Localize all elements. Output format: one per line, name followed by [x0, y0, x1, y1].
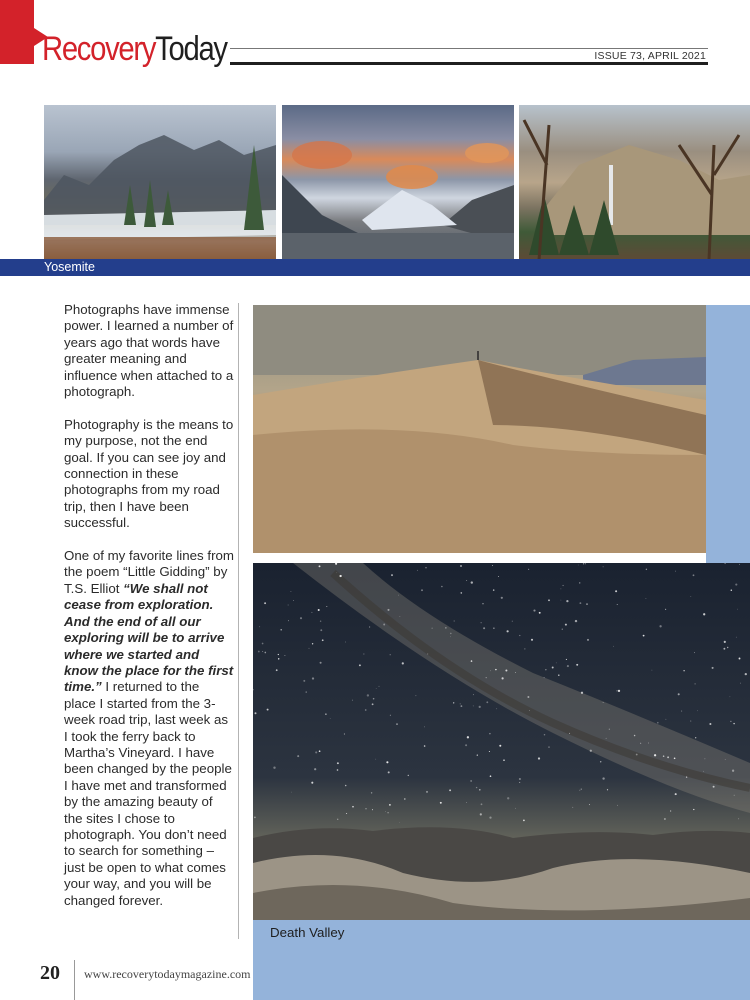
star-speck [652, 670, 653, 671]
star-speck [309, 648, 310, 649]
star-speck [616, 690, 617, 691]
star-speck [666, 719, 667, 720]
star-speck [731, 590, 732, 591]
star-speck [562, 629, 563, 630]
star-speck [683, 670, 684, 671]
star-speck [440, 802, 442, 804]
star-speck [675, 793, 677, 795]
star-speck [315, 751, 317, 753]
star-speck [467, 736, 469, 738]
star-speck [654, 754, 656, 756]
star-speck [645, 598, 646, 599]
star-speck [562, 585, 563, 586]
star-speck [365, 709, 367, 711]
star-speck [693, 574, 695, 576]
star-speck [618, 690, 620, 692]
star-speck [477, 755, 478, 756]
yosemite-photo-falls [519, 105, 750, 260]
star-speck [311, 612, 312, 613]
star-speck [617, 604, 618, 605]
star-speck [724, 641, 726, 643]
star-speck [678, 693, 680, 695]
star-speck [479, 706, 481, 708]
star-speck [613, 646, 614, 647]
header-rule-thick [230, 62, 708, 65]
star-speck [326, 606, 327, 607]
star-speck [453, 702, 454, 703]
star-speck [566, 659, 567, 660]
star-speck [548, 599, 550, 601]
star-speck [291, 792, 292, 793]
star-speck [461, 705, 463, 707]
star-speck [345, 642, 346, 643]
star-speck [703, 613, 705, 615]
star-speck [495, 669, 496, 670]
star-speck [581, 692, 583, 694]
star-speck [369, 626, 370, 627]
star-speck [566, 600, 568, 602]
star-speck [336, 572, 337, 573]
star-speck [493, 628, 494, 629]
star-speck [319, 565, 321, 567]
star-speck [284, 655, 285, 656]
star-speck [690, 721, 691, 722]
star-speck [505, 669, 507, 671]
star-speck [314, 768, 316, 770]
star-speck [402, 662, 404, 664]
star-speck [515, 672, 516, 673]
star-speck [533, 610, 535, 612]
star-speck [320, 620, 321, 621]
star-speck [515, 808, 516, 809]
star-speck [512, 621, 513, 622]
star-speck [492, 565, 493, 566]
star-speck [730, 696, 731, 697]
star-speck [460, 565, 462, 567]
star-speck [529, 710, 530, 711]
star-speck [704, 758, 705, 759]
masthead-today: Today [155, 30, 227, 68]
star-speck [372, 809, 373, 810]
star-speck [426, 791, 428, 793]
star-speck [576, 664, 578, 666]
star-speck [417, 570, 418, 571]
star-speck [539, 612, 541, 614]
star-speck [280, 629, 282, 631]
star-speck [375, 759, 376, 760]
star-speck [489, 751, 490, 752]
star-speck [288, 605, 289, 606]
star-speck [427, 654, 428, 655]
star-speck [432, 628, 433, 629]
star-speck [524, 648, 525, 649]
star-speck [600, 761, 601, 762]
star-speck [306, 691, 307, 692]
star-speck [589, 804, 590, 805]
star-speck [365, 808, 366, 809]
yosemite-photo-tunnel-view [282, 105, 514, 260]
star-speck [739, 564, 740, 565]
star-speck [404, 798, 406, 800]
star-speck [544, 734, 545, 735]
star-speck [606, 738, 607, 739]
star-speck [259, 626, 260, 627]
yosemite-photo-valley [44, 105, 276, 260]
star-speck [636, 754, 638, 756]
star-speck [745, 673, 747, 675]
star-speck [288, 620, 289, 621]
star-speck [528, 569, 529, 570]
star-speck [640, 743, 641, 744]
star-speck [276, 669, 278, 671]
star-speck [585, 563, 586, 564]
star-speck [400, 616, 401, 617]
star-speck [352, 700, 353, 701]
star-speck [695, 737, 696, 738]
star-speck [311, 782, 313, 784]
star-speck [371, 792, 372, 793]
star-speck [498, 576, 499, 577]
brand-tab [0, 0, 34, 64]
article-paragraph-1: Photographs have immense power. I learned a number of years ago that words have greater meaning and influence when attached to a photograph. [64, 302, 234, 400]
star-speck [670, 810, 671, 811]
star-speck [725, 759, 726, 760]
star-speck [648, 743, 649, 744]
star-speck [507, 630, 509, 632]
star-speck [385, 811, 386, 812]
magazine-masthead [42, 30, 227, 78]
star-speck [481, 622, 482, 623]
star-speck [502, 677, 504, 679]
star-speck [359, 664, 361, 666]
header-rule-thin [230, 48, 708, 49]
star-speck [501, 597, 503, 599]
star-speck [740, 683, 741, 684]
star-speck [399, 822, 400, 823]
star-speck [703, 771, 704, 772]
star-speck [603, 566, 604, 567]
issue-label: ISSUE 73, APRIL 2021 [594, 50, 706, 62]
star-speck [483, 627, 485, 629]
star-speck [565, 624, 567, 626]
star-speck [479, 789, 481, 791]
star-speck [561, 589, 562, 590]
star-speck [322, 639, 324, 641]
yosemite-caption: Yosemite [44, 260, 95, 274]
star-speck [646, 569, 647, 570]
star-speck [643, 635, 645, 637]
star-speck [460, 592, 462, 594]
star-speck [738, 818, 739, 819]
star-speck [312, 677, 314, 679]
star-speck [476, 787, 477, 788]
star-speck [454, 620, 455, 621]
star-speck [690, 596, 691, 597]
star-speck [466, 802, 467, 803]
star-speck [664, 818, 666, 820]
blue-panel-top [706, 305, 750, 563]
poem-intro: One of my favorite lines from the poem “Little Gidding” by T.S. Elliot [64, 548, 234, 596]
star-speck [262, 643, 264, 645]
milky-way-photo [253, 563, 750, 920]
star-speck [663, 755, 665, 757]
star-speck [337, 819, 338, 820]
star-speck [293, 600, 294, 601]
star-speck [659, 625, 661, 627]
star-speck [727, 647, 728, 648]
star-speck [575, 620, 577, 622]
star-speck [473, 694, 474, 695]
star-speck [489, 733, 491, 735]
star-speck [441, 586, 443, 588]
star-speck [527, 696, 529, 698]
star-speck [445, 627, 446, 628]
star-speck [681, 711, 682, 712]
star-speck [493, 589, 494, 590]
star-speck [367, 694, 369, 696]
star-speck [579, 602, 581, 604]
page-number: 20 [40, 962, 60, 984]
masthead-recovery: Recovery [42, 30, 156, 68]
star-speck [319, 750, 321, 752]
star-speck [320, 662, 322, 664]
star-speck [480, 813, 482, 815]
star-speck [694, 683, 695, 684]
star-speck [697, 710, 698, 711]
star-speck [262, 651, 263, 652]
star-speck [603, 702, 604, 703]
star-speck [363, 654, 364, 655]
star-speck [255, 712, 257, 714]
star-speck [278, 654, 279, 655]
star-speck [390, 715, 391, 716]
star-speck [344, 733, 345, 734]
star-speck [607, 789, 608, 790]
star-speck [264, 602, 266, 604]
article-paragraph-3 [64, 548, 234, 909]
star-speck [609, 729, 610, 730]
magazine-url: www.recoverytodaymagazine.com [84, 967, 251, 981]
star-speck [471, 581, 473, 583]
star-speck [318, 609, 320, 611]
star-speck [486, 701, 488, 703]
star-speck [278, 658, 279, 659]
star-speck [548, 746, 550, 748]
star-speck [523, 820, 525, 822]
star-speck [312, 643, 313, 644]
star-speck [450, 637, 451, 638]
star-speck [398, 595, 399, 596]
star-speck [290, 591, 291, 592]
yosemite-caption-bar [0, 259, 750, 276]
star-speck [736, 637, 737, 638]
star-speck [667, 756, 669, 758]
star-speck [339, 575, 341, 577]
star-speck [300, 617, 302, 619]
star-speck [373, 698, 375, 700]
article-paragraph-2: Photography is the means to my purpose, not the end goal. If you can see joy and connection in these photographs from my road trip, then I have been successful. [64, 416, 234, 531]
star-speck [556, 663, 557, 664]
star-speck [709, 723, 711, 725]
star-speck [388, 771, 390, 773]
star-speck [421, 589, 423, 591]
star-speck [519, 778, 521, 780]
star-speck [732, 770, 734, 772]
star-speck [712, 667, 714, 669]
star-speck [390, 654, 391, 655]
star-speck [320, 629, 322, 631]
star-speck [519, 782, 520, 783]
star-speck [267, 709, 269, 711]
star-speck [337, 762, 339, 764]
star-speck [723, 648, 725, 650]
star-speck [730, 721, 731, 722]
star-speck [372, 703, 374, 705]
star-speck [579, 582, 581, 584]
star-speck [383, 624, 385, 626]
star-speck [634, 735, 636, 737]
star-speck [254, 817, 256, 819]
star-speck [657, 722, 659, 724]
star-speck [737, 609, 738, 610]
star-speck [561, 600, 562, 601]
star-speck [482, 603, 483, 604]
star-speck [386, 761, 388, 763]
star-speck [587, 639, 589, 641]
star-speck [273, 767, 275, 769]
star-speck [352, 806, 354, 808]
star-speck [391, 574, 393, 576]
star-speck [481, 803, 483, 805]
star-speck [376, 688, 377, 689]
star-speck [507, 797, 509, 799]
star-speck [379, 686, 380, 687]
star-speck [519, 635, 520, 636]
star-speck [569, 733, 570, 734]
star-speck [449, 789, 451, 791]
star-speck [346, 813, 347, 814]
article-closing: I returned to the place I started from the 3-week road trip, last week as I took the ferry back to Martha’s Vineyard. I have been changed by the people I have met and transformed by the amazing beauty of the sites I chose to photograph. You don’t need to search for something – just be open to what comes your way, and you will be changed forever. [64, 679, 232, 908]
star-speck [425, 567, 426, 568]
star-speck [665, 609, 666, 610]
star-speck [470, 780, 471, 781]
star-speck [686, 776, 687, 777]
star-speck [416, 695, 417, 696]
star-speck [538, 757, 540, 759]
star-speck [489, 816, 491, 818]
sand-dune-photo [253, 305, 706, 553]
star-speck [734, 795, 735, 796]
star-speck [675, 571, 676, 572]
star-speck [325, 713, 327, 715]
star-speck [558, 674, 559, 675]
star-speck [396, 723, 398, 725]
star-speck [345, 785, 347, 787]
star-speck [297, 755, 299, 757]
star-speck [733, 723, 734, 724]
star-speck [583, 563, 584, 564]
star-speck [450, 633, 452, 635]
star-speck [460, 703, 461, 704]
star-speck [337, 769, 339, 771]
star-speck [693, 809, 694, 810]
star-speck [471, 660, 473, 662]
star-speck [264, 652, 266, 654]
star-speck [531, 639, 533, 641]
star-speck [303, 680, 305, 682]
star-speck [387, 812, 388, 813]
star-speck [473, 706, 474, 707]
star-speck [466, 580, 467, 581]
star-speck [544, 677, 545, 678]
star-speck [552, 667, 554, 669]
star-speck [258, 651, 260, 653]
star-speck [674, 757, 676, 759]
star-speck [617, 805, 618, 806]
star-speck [739, 658, 741, 660]
footer-divider [74, 960, 75, 1000]
star-speck [503, 759, 505, 761]
star-speck [713, 786, 715, 788]
star-speck [330, 718, 331, 719]
star-speck [496, 708, 497, 709]
star-speck [578, 565, 579, 566]
star-speck [567, 665, 569, 667]
poem-quote: “We shall not cease from exploration. And the end of all our exploring will be to arrive where we started and know the place for the first time.” [64, 580, 234, 695]
article-body [64, 302, 234, 925]
star-speck [581, 789, 582, 790]
star-speck [424, 727, 425, 728]
star-speck [586, 603, 588, 605]
star-speck [735, 584, 737, 586]
star-speck [486, 677, 487, 678]
star-speck [387, 609, 389, 611]
star-speck [694, 652, 695, 653]
star-speck [490, 670, 491, 671]
star-speck [579, 790, 580, 791]
star-speck [590, 750, 592, 752]
star-speck [424, 745, 426, 747]
death-valley-caption: Death Valley [270, 925, 345, 940]
star-speck [572, 807, 573, 808]
star-speck [602, 777, 604, 779]
star-speck [465, 744, 467, 746]
star-speck [389, 804, 391, 806]
star-speck [490, 775, 492, 777]
star-speck [499, 745, 501, 747]
star-speck [545, 669, 546, 670]
star-speck [615, 590, 617, 592]
star-speck [408, 775, 409, 776]
column-divider [238, 303, 239, 939]
